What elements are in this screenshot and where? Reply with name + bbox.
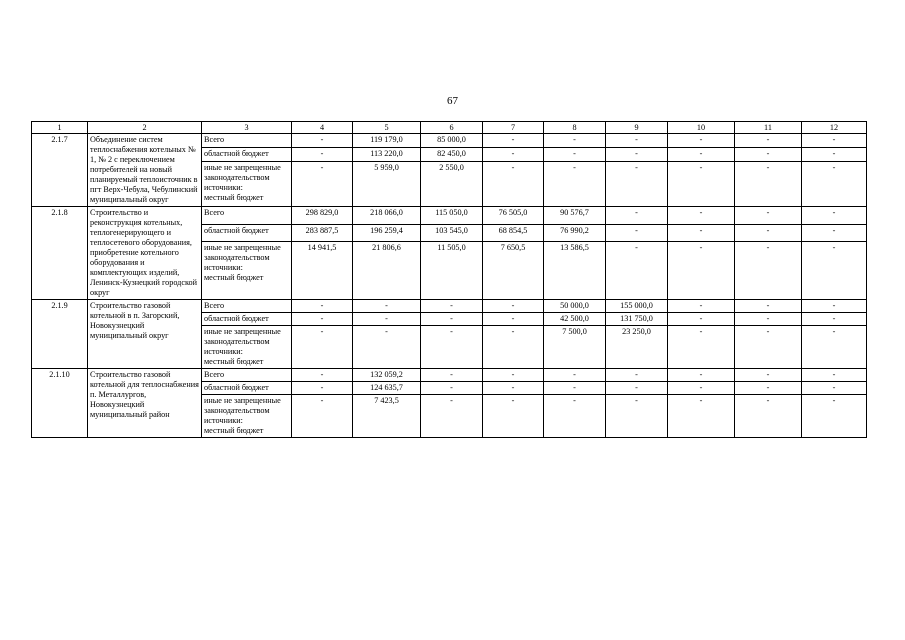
budget-table bbox=[31, 121, 867, 438]
funding-source: Всего bbox=[202, 207, 292, 225]
value-cell: 132 059,2 bbox=[353, 369, 421, 382]
value-cell: 218 066,0 bbox=[353, 207, 421, 225]
value-cell: 113 220,0 bbox=[353, 147, 421, 161]
value-cell: 103 545,0 bbox=[421, 224, 483, 242]
header-cell: 5 bbox=[353, 122, 421, 134]
value-cell: - bbox=[802, 300, 867, 313]
value-cell: 50 000,0 bbox=[544, 300, 606, 313]
value-cell: - bbox=[292, 395, 353, 438]
value-cell: - bbox=[606, 224, 668, 242]
value-cell: - bbox=[421, 313, 483, 326]
value-cell: - bbox=[606, 369, 668, 382]
value-cell: - bbox=[668, 224, 735, 242]
value-cell: 76 505,0 bbox=[483, 207, 544, 225]
item-name: Строительство и реконструкция котельных, теплогенерирующего и теплосетевого оборудования, приобретение котельного оборудования и комплектующих изделий, Ленинск-Кузнецкий городской округ bbox=[88, 207, 202, 300]
value-cell: - bbox=[802, 382, 867, 395]
value-cell: - bbox=[421, 300, 483, 313]
value-cell: - bbox=[606, 147, 668, 161]
value-cell: 42 500,0 bbox=[544, 313, 606, 326]
value-cell: - bbox=[292, 369, 353, 382]
value-cell: - bbox=[802, 313, 867, 326]
value-cell: - bbox=[483, 161, 544, 207]
value-cell: 90 576,7 bbox=[544, 207, 606, 225]
item-code: 2.1.7 bbox=[32, 134, 88, 207]
value-cell: - bbox=[292, 326, 353, 369]
funding-source: иные не запрещенные законодательством источники: местный бюджет bbox=[202, 242, 292, 300]
value-cell: 155 000,0 bbox=[606, 300, 668, 313]
value-cell: - bbox=[606, 395, 668, 438]
item-name: Объединение систем теплоснабжения котельных № 1, № 2 с переключением потребителей на новый планируемый теплоисточник в пгт Верх-Чебула, Чебулинский муниципальный округ bbox=[88, 134, 202, 207]
value-cell: - bbox=[421, 382, 483, 395]
value-cell: - bbox=[668, 395, 735, 438]
value-cell: - bbox=[802, 147, 867, 161]
value-cell: - bbox=[802, 369, 867, 382]
value-cell: - bbox=[483, 313, 544, 326]
value-cell: - bbox=[668, 242, 735, 300]
funding-source: иные не запрещенные законодательством источники: местный бюджет bbox=[202, 161, 292, 207]
value-cell: - bbox=[668, 134, 735, 148]
value-cell: 119 179,0 bbox=[353, 134, 421, 148]
value-cell: 7 423,5 bbox=[353, 395, 421, 438]
value-cell: - bbox=[544, 382, 606, 395]
value-cell: 11 505,0 bbox=[421, 242, 483, 300]
table-body bbox=[32, 134, 867, 438]
item-code: 2.1.9 bbox=[32, 300, 88, 369]
header-cell: 6 bbox=[421, 122, 483, 134]
value-cell: - bbox=[483, 300, 544, 313]
value-cell: - bbox=[668, 300, 735, 313]
header-cell: 2 bbox=[88, 122, 202, 134]
item-name: Строительство газовой котельной для теплоснабжения п. Металлургов, Новокузнецкий муниципальный район bbox=[88, 369, 202, 438]
value-cell: - bbox=[802, 242, 867, 300]
value-cell: - bbox=[544, 161, 606, 207]
funding-source: иные не запрещенные законодательством источники: местный бюджет bbox=[202, 326, 292, 369]
header-cell: 10 bbox=[668, 122, 735, 134]
value-cell: - bbox=[421, 395, 483, 438]
value-cell: - bbox=[353, 326, 421, 369]
value-cell: - bbox=[292, 134, 353, 148]
header-row bbox=[32, 122, 867, 134]
value-cell: - bbox=[735, 147, 802, 161]
value-cell: 7 500,0 bbox=[544, 326, 606, 369]
value-cell: - bbox=[668, 207, 735, 225]
value-cell: 5 959,0 bbox=[353, 161, 421, 207]
value-cell: - bbox=[735, 369, 802, 382]
value-cell: - bbox=[802, 161, 867, 207]
value-cell: 298 829,0 bbox=[292, 207, 353, 225]
header-cell: 11 bbox=[735, 122, 802, 134]
value-cell: - bbox=[544, 395, 606, 438]
value-cell: - bbox=[735, 326, 802, 369]
value-cell: - bbox=[606, 134, 668, 148]
value-cell: - bbox=[483, 326, 544, 369]
value-cell: 196 259,4 bbox=[353, 224, 421, 242]
value-cell: - bbox=[421, 369, 483, 382]
value-cell: 283 887,5 bbox=[292, 224, 353, 242]
value-cell: - bbox=[606, 207, 668, 225]
value-cell: - bbox=[292, 300, 353, 313]
funding-source: Всего bbox=[202, 300, 292, 313]
value-cell: - bbox=[668, 326, 735, 369]
value-cell: - bbox=[483, 134, 544, 148]
funding-source: областной бюджет bbox=[202, 313, 292, 326]
value-cell: - bbox=[735, 134, 802, 148]
value-cell: 21 806,6 bbox=[353, 242, 421, 300]
header-cell: 7 bbox=[483, 122, 544, 134]
value-cell: 2 550,0 bbox=[421, 161, 483, 207]
value-cell: - bbox=[802, 395, 867, 438]
value-cell: - bbox=[292, 161, 353, 207]
value-cell: 68 854,5 bbox=[483, 224, 544, 242]
value-cell: 76 990,2 bbox=[544, 224, 606, 242]
value-cell: - bbox=[802, 326, 867, 369]
page-number: 67 bbox=[447, 95, 458, 107]
value-cell: - bbox=[292, 147, 353, 161]
value-cell: - bbox=[606, 161, 668, 207]
funding-source: Всего bbox=[202, 134, 292, 148]
value-cell: - bbox=[735, 207, 802, 225]
value-cell: - bbox=[353, 313, 421, 326]
funding-source: областной бюджет bbox=[202, 382, 292, 395]
value-cell: - bbox=[353, 300, 421, 313]
value-cell: - bbox=[735, 161, 802, 207]
value-cell: - bbox=[544, 147, 606, 161]
value-cell: - bbox=[668, 382, 735, 395]
value-cell: 85 000,0 bbox=[421, 134, 483, 148]
item-code: 2.1.8 bbox=[32, 207, 88, 300]
table-row bbox=[32, 369, 867, 382]
table-row bbox=[32, 207, 867, 225]
header-cell: 9 bbox=[606, 122, 668, 134]
header-cell: 4 bbox=[292, 122, 353, 134]
value-cell: - bbox=[421, 326, 483, 369]
value-cell: 13 586,5 bbox=[544, 242, 606, 300]
value-cell: - bbox=[668, 313, 735, 326]
value-cell: - bbox=[668, 161, 735, 207]
value-cell: - bbox=[483, 395, 544, 438]
table-row bbox=[32, 300, 867, 313]
value-cell: - bbox=[735, 300, 802, 313]
funding-source: иные не запрещенные законодательством источники: местный бюджет bbox=[202, 395, 292, 438]
value-cell: - bbox=[544, 134, 606, 148]
item-code: 2.1.10 bbox=[32, 369, 88, 438]
header-cell: 3 bbox=[202, 122, 292, 134]
value-cell: - bbox=[606, 242, 668, 300]
funding-source: областной бюджет bbox=[202, 147, 292, 161]
value-cell: - bbox=[802, 207, 867, 225]
value-cell: 124 635,7 bbox=[353, 382, 421, 395]
value-cell: - bbox=[735, 395, 802, 438]
header-cell: 8 bbox=[544, 122, 606, 134]
value-cell: 23 250,0 bbox=[606, 326, 668, 369]
funding-source: Всего bbox=[202, 369, 292, 382]
value-cell: - bbox=[802, 224, 867, 242]
value-cell: - bbox=[292, 382, 353, 395]
value-cell: - bbox=[735, 242, 802, 300]
value-cell: - bbox=[606, 382, 668, 395]
value-cell: - bbox=[735, 224, 802, 242]
table-row bbox=[32, 134, 867, 148]
value-cell: 115 050,0 bbox=[421, 207, 483, 225]
value-cell: - bbox=[668, 369, 735, 382]
value-cell: 82 450,0 bbox=[421, 147, 483, 161]
value-cell: - bbox=[735, 313, 802, 326]
header-cell: 12 bbox=[802, 122, 867, 134]
value-cell: - bbox=[292, 313, 353, 326]
value-cell: - bbox=[735, 382, 802, 395]
value-cell: 131 750,0 bbox=[606, 313, 668, 326]
value-cell: - bbox=[668, 147, 735, 161]
value-cell: 7 650,5 bbox=[483, 242, 544, 300]
item-name: Строительство газовой котельной в п. Загорский, Новокузнецкий муниципальный округ bbox=[88, 300, 202, 369]
funding-source: областной бюджет bbox=[202, 224, 292, 242]
value-cell: - bbox=[483, 369, 544, 382]
value-cell: - bbox=[802, 134, 867, 148]
value-cell: - bbox=[544, 369, 606, 382]
value-cell: - bbox=[483, 147, 544, 161]
value-cell: - bbox=[483, 382, 544, 395]
value-cell: 14 941,5 bbox=[292, 242, 353, 300]
header-cell: 1 bbox=[32, 122, 88, 134]
